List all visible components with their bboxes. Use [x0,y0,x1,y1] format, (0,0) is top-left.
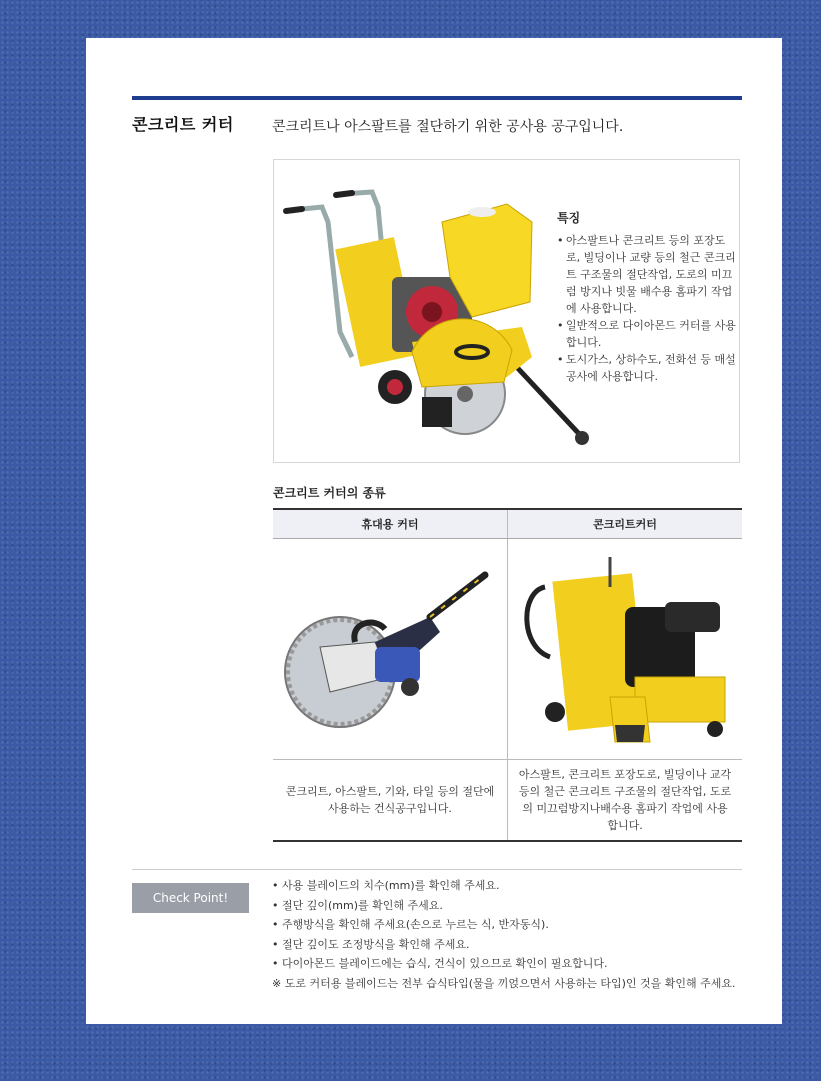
section-divider [132,869,742,870]
portable-cutter-image [280,547,500,747]
check-item: • 절단 깊이도 조정방식을 확인해 주세요. [272,935,736,955]
check-item: • 절단 깊이(mm)를 확인해 주세요. [272,896,736,916]
column-header: 휴대용 커터 [273,509,508,539]
feature-item: • 아스팔트나 콘크리트 등의 포장도로, 빌딩이나 교량 등의 철근 콘크리트 구조물의 절단작업, 도로의 미끄럼 방지나 빗물 배수용 홈파기 작업에 사용합니다. [557,232,737,317]
check-item: • 주행방식을 확인해 주세요(손으로 누르는 식, 반자동식). [272,915,736,935]
feature-item: • 도시가스, 상하수도, 전화선 등 매설공사에 사용합니다. [557,351,737,385]
concrete-cutter-cell [508,539,743,760]
check-item: • 다이아몬드 블레이드에는 습식, 건식이 있으므로 확인이 필요합니다. [272,954,736,974]
section-intro: 콘크리트나 아스팔트를 절단하기 위한 공사용 공구입니다. [272,119,624,135]
feature-box [273,159,740,463]
check-point-button[interactable]: Check Point! [132,883,249,913]
types-table [273,508,742,842]
features-panel [557,210,737,385]
check-point-list [272,876,736,993]
features-list [557,232,737,385]
column-header: 콘크리트커터 [508,509,743,539]
walk-behind-cutter-image [515,547,735,747]
content-card [86,38,782,1024]
portable-cutter-cell [273,539,508,760]
portable-cutter-description: 콘크리트, 아스팔트, 기와, 타일 등의 절단에 사용하는 건식공구입니다. [273,760,508,842]
concrete-cutter-image [282,182,602,454]
check-item: • 사용 블레이드의 치수(mm)를 확인해 주세요. [272,876,736,896]
concrete-cutter-description: 아스팔트, 콘크리트 포장도로, 빌딩이나 교각 등의 철근 콘크리트 구조물의 절단작업, 도로의 미끄럼방지나배수용 홈파기 작업에 사용합니다. [508,760,743,842]
check-note: ※ 도로 커터용 블레이드는 전부 습식타입(물을 끼얹으면서 사용하는 타입)인 것을 확인해 주세요. [272,976,736,990]
features-title: 특징 [557,211,581,225]
section-top-rule [132,96,742,100]
feature-item: • 일반적으로 다이아몬드 커터를 사용합니다. [557,317,737,351]
section-title: 콘크리트 커터 [132,115,234,134]
types-title: 콘크리트 커터의 종류 [273,486,386,500]
